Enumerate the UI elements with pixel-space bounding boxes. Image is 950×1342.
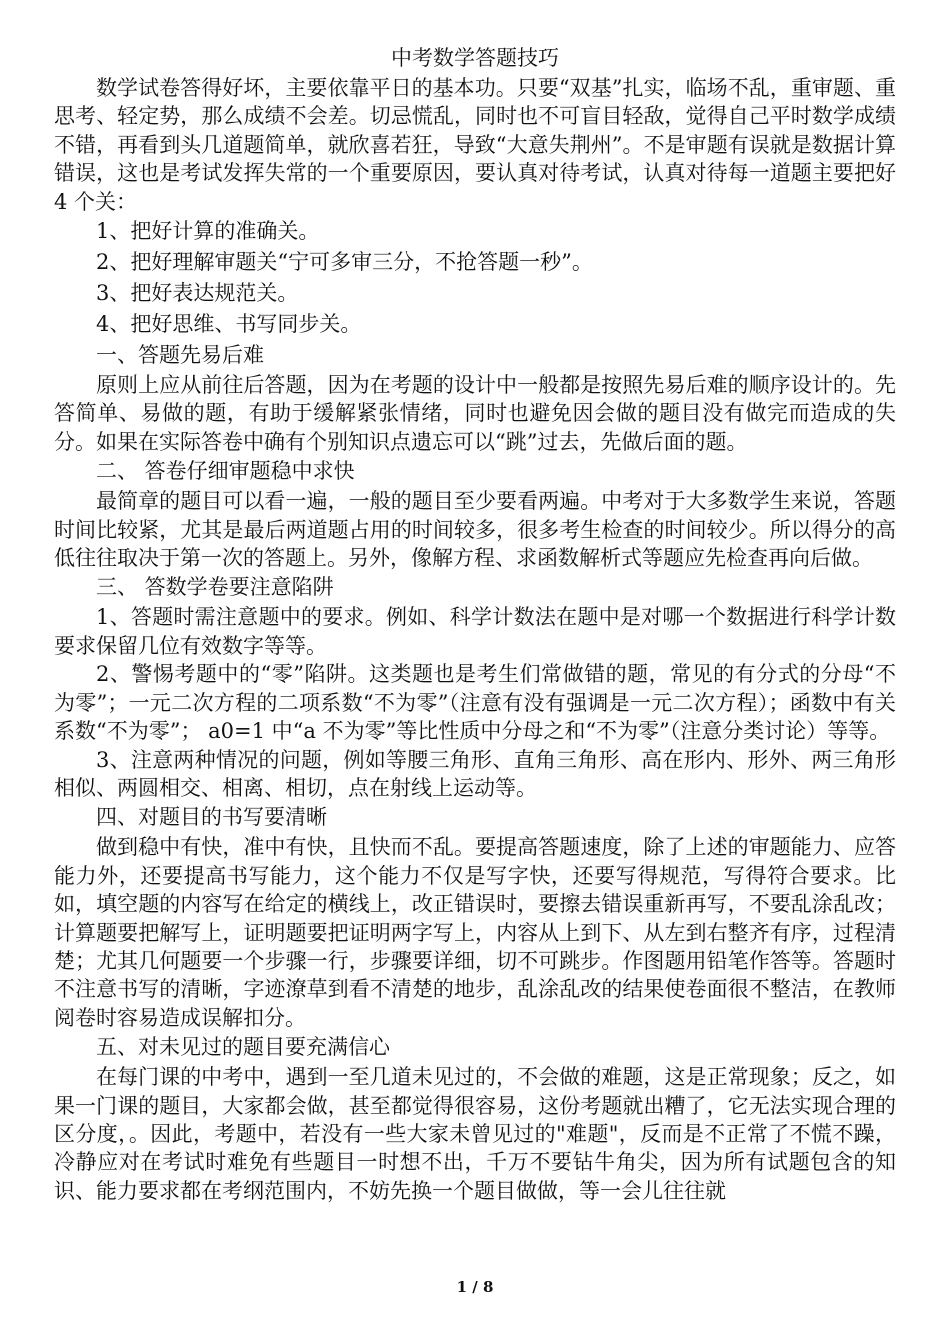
section-3-paragraph-3: 3、注意两种情况的问题，例如等腰三角形、直角三角形、高在形内、形外、两三角形相似、两圆相交、相离、相切，点在射线上运动等。 [54, 747, 896, 800]
section-4-heading: 四、对题目的书写要清晰 [96, 805, 327, 830]
check-item-3: 3、把好表达规范关。 [96, 281, 299, 306]
section-3-heading: 三、 答数学卷要注意陷阱 [96, 575, 334, 600]
section-2-paragraph: 最简章的题目可以看一遍，一般的题目至少要看两遍。中考对于大多数学生来说，答题时间比较紧，尤其是最后两道题占用的时间较多，很多考生检查的时间较少。所以得分的高低往往取决于第一次的答题上。另外，像解方程、求函数解析式等题应先检查再向后做。 [54, 489, 896, 571]
section-5-paragraph: 在每门课的中考中，遇到一至几道未见过的，不会做的难题，这是正常现象；反之，如果一门课的题目，大家都会做，甚至都觉得很容易，这份考题就出糟了，它无法实现合理的区分度，。因此，考题中，若没有一些大家未曾见过的"难题"，反而是不正常了不慌不躁，冷静应对在考试时难免有些题目一时想不出，千万不要钻牛角尖，因为所有试题包含的知识、能力要求都在考纲范围内，不妨先换一个题目做做，等一会儿往往就 [54, 1065, 896, 1203]
section-2-heading: 二、 答卷仔细审题稳中求快 [96, 459, 355, 484]
section-1-paragraph: 原则上应从前往后答题，因为在考题的设计中一般都是按照先易后难的顺序设计的。先答简单、易做的题，有助于缓解紧张情绪，同时也避免因会做的题目没有做完而造成的失分。如果在实际答卷中确有个别知识点遗忘可以“跳”过去，先做后面的题。 [54, 373, 896, 454]
section-1-heading: 一、答题先易后难 [96, 343, 264, 368]
section-5-heading: 五、对未见过的题目要充满信心 [96, 1035, 390, 1060]
page-number: 1 / 8 [456, 1278, 494, 1296]
section-3-paragraph-1: 1、答题时需注意题中的要求。例如、科学计数法在题中是对哪一个数据进行科学计数要求保留几位有效数字等等。 [54, 605, 896, 658]
section-4-paragraph: 做到稳中有快，准中有快，且快而不乱。要提高答题速度，除了上述的审题能力、应答能力外，还要提高书写能力，这个能力不仅是写字快，还要写得规范，写得符合要求。比如，填空题的内容写在给定的横线上，改正错误时，要擦去错误重新再写，不要乱涂乱改；计算题要把解写上，证明题要把证明两字写上，内容从上到下、从左到右整齐有序，过程清楚；尤其几何题要一个步骤一行，步骤要详细，切不可跳步。作图题用铅笔作答等。答题时不注意书写的清晰，字迹潦草到看不清楚的地步，乱涂乱改的结果使卷面很不整洁，在教师阅卷时容易造成误解扣分。 [54, 835, 896, 1030]
page-title: 中考数学答题技巧 [391, 46, 559, 70]
check-item-2: 2、把好理解审题关“宁可多审三分，不抢答题一秒”。 [96, 250, 593, 275]
document-body [54, 44, 896, 1205]
section-3-paragraph-2: 2、警惕考题中的“零”陷阱。这类题也是考生们常做错的题，常见的有分式的分母“不为零”；一元二次方程的二项系数“不为零”（注意有没有强调是一元二次方程）；函数中有关系数“不为零”； a0=1 中“a 不为零”等比性质中分母之和“不为零”（注意分类讨论）等等。 [54, 662, 896, 744]
check-item-4: 4、把好思维、书写同步关。 [96, 312, 362, 337]
intro-paragraph: 数学试卷答得好坏，主要依靠平日的基本功。只要“双基”扎实，临场不乱，重审题、重思考、轻定势，那么成绩不会差。切忌慌乱，同时也不可盲目轻敌，觉得自己平时数学成绩不错，再看到头几道题简单，就欣喜若狂，导致“大意失荆州”。不是审题有误就是数据计算错误，这也是考试发挥失常的一个重要原因，要认真对待考试，认真对待每一道题主要把好 4 个关： [54, 76, 896, 214]
check-item-1: 1、把好计算的准确关。 [96, 219, 320, 244]
